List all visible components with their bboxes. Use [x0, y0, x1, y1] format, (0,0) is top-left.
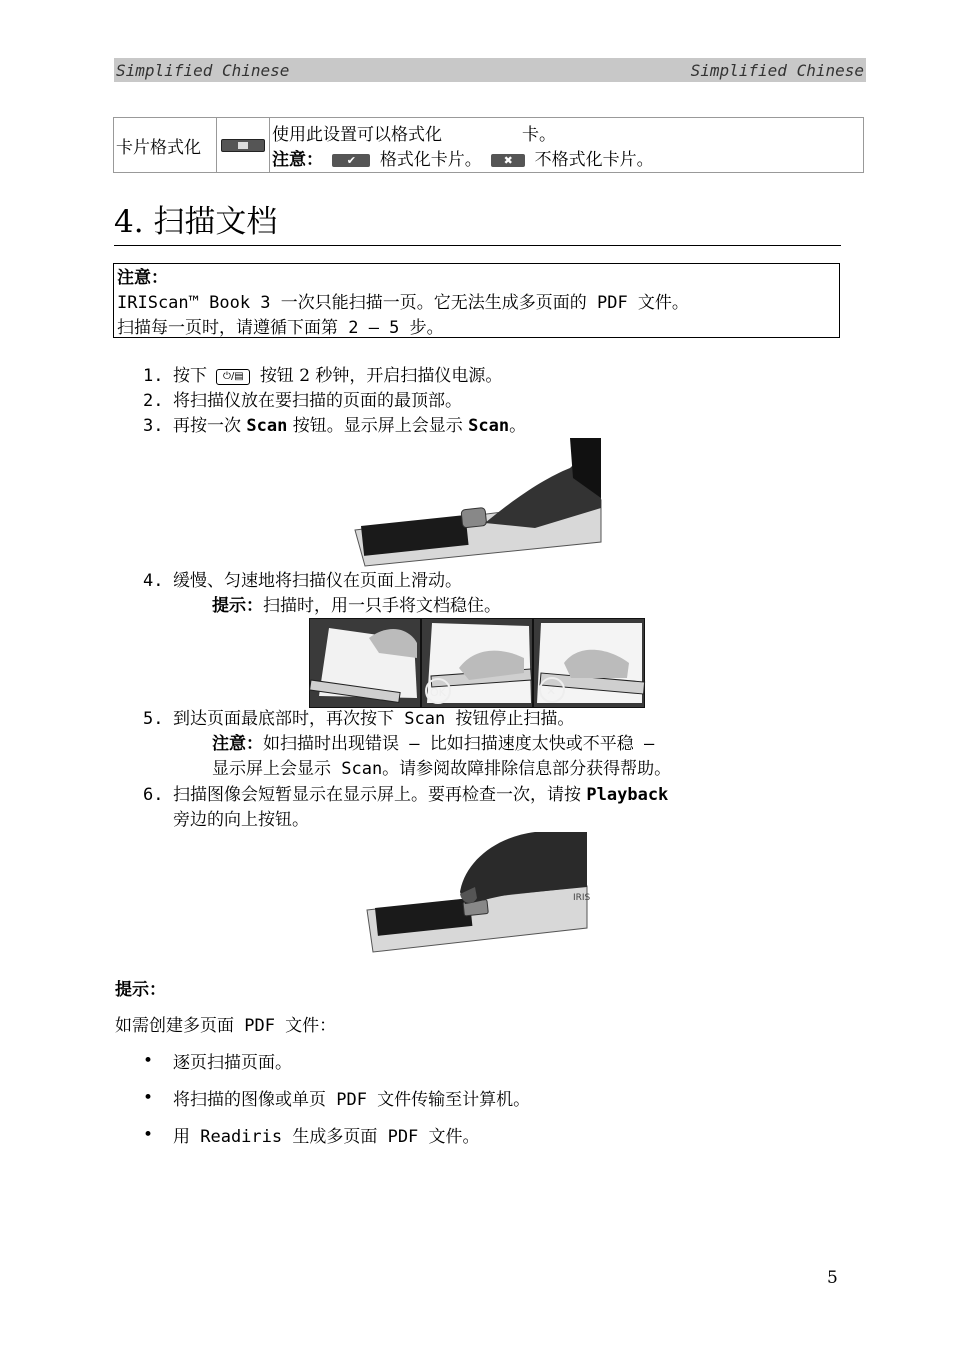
- panel-2: [422, 619, 532, 707]
- header-left: Simplified Chinese: [116, 60, 290, 80]
- no-text: 不格式化卡片。: [534, 150, 654, 170]
- option-name: 卡片格式化: [114, 118, 217, 173]
- step-number: 6.: [143, 785, 164, 805]
- step-number: 1.: [143, 366, 164, 386]
- option-description: [270, 118, 864, 173]
- svg-text:OK: OK: [430, 686, 446, 699]
- step-text: 按下: [173, 366, 207, 386]
- option-table: [113, 117, 864, 173]
- panel-1: [310, 619, 420, 707]
- scan-keyword: Scan: [468, 416, 510, 436]
- svg-text:✕: ✕: [546, 684, 557, 698]
- option-icon-cell: [217, 118, 270, 173]
- page-header: [114, 58, 866, 82]
- tips-intro: 如需创建多页面 PDF 文件：: [115, 1016, 337, 1036]
- scanner-playback-image: [365, 832, 591, 954]
- list-item-text: 将扫描的图像或单页 PDF 文件传输至计算机。: [173, 1090, 531, 1110]
- step-text: 到达页面最底部时，再次按下 Scan 按钮停止扫描。: [173, 709, 575, 729]
- scan-keyword: Scan: [246, 416, 288, 436]
- list-item-text: 用 Readiris 生成多页面 PDF 文件。: [173, 1127, 480, 1147]
- section-title: 4. 扫描文档: [114, 196, 841, 246]
- list-item: •: [143, 1125, 154, 1145]
- list-item: •: [143, 1051, 154, 1071]
- step-text: 再按一次: [173, 416, 241, 436]
- step-text: 将扫描仪放在要扫描的页面的最顶部。: [173, 391, 462, 411]
- note-label: 注意：: [272, 150, 323, 170]
- step-text-end: 。: [509, 416, 527, 436]
- step-number: 5.: [143, 709, 164, 729]
- header-right: Simplified Chinese: [690, 60, 864, 80]
- desc-text: 使用此设置可以格式化: [272, 125, 442, 145]
- step-text: 扫描图像会短暂显示在显示屏上。要再检查一次，请按: [173, 785, 581, 805]
- note-text: 显示屏上会显示 Scan。请参阅故障排除信息部分获得帮助。: [212, 759, 672, 779]
- power-button-icon: ⏻/▤: [216, 369, 250, 385]
- tips-label: [115, 978, 166, 1003]
- desc-text-end: 卡。: [522, 125, 556, 145]
- playback-keyword: Playback: [586, 785, 669, 805]
- step-text: 缓慢、匀速地将扫描仪在页面上滑动。: [173, 571, 462, 591]
- step-text: 旁边的向上按钮。: [173, 810, 309, 830]
- list-item: •: [143, 1088, 154, 1108]
- step-text: 按钮 2 秒钟，开启扫描仪电源。: [259, 366, 503, 386]
- cross-icon: ✖: [491, 154, 525, 167]
- note-label: 注意：: [212, 734, 263, 754]
- list-item-text: 逐页扫描页面。: [173, 1053, 292, 1073]
- note-box-line2: 扫描每一页时，请遵循下面第 2 – 5 步。: [117, 318, 444, 338]
- scanning-motion-images: [309, 618, 645, 708]
- panel-3: [534, 619, 645, 707]
- tip-label: 提示：: [212, 596, 263, 616]
- table-row: [114, 118, 864, 173]
- note-text: 如扫描时出现错误 – 比如扫描速度太快或不平稳 –: [263, 734, 655, 754]
- page-number: 5: [827, 1268, 838, 1288]
- step-number: 2.: [143, 391, 164, 411]
- note-box-label: 注意：: [117, 268, 168, 288]
- step-number: 4.: [143, 571, 164, 591]
- note-box: [113, 263, 840, 338]
- yes-text: 格式化卡片。: [379, 150, 482, 170]
- tips-label-text: 提示：: [115, 980, 166, 1000]
- step-text: 按钮。显示屏上会显示: [292, 416, 463, 436]
- card-format-icon: [221, 139, 265, 152]
- check-icon: ✔: [332, 154, 370, 167]
- scanner-press-image: [355, 438, 601, 568]
- step-number: 3.: [143, 416, 164, 436]
- tip-text: 扫描时，用一只手将文档稳住。: [263, 596, 501, 616]
- svg-text:IRIS: IRIS: [573, 893, 591, 903]
- note-box-line1: IRIScan™ Book 3 一次只能扫描一页。它无法生成多页面的 PDF 文件。: [117, 293, 689, 313]
